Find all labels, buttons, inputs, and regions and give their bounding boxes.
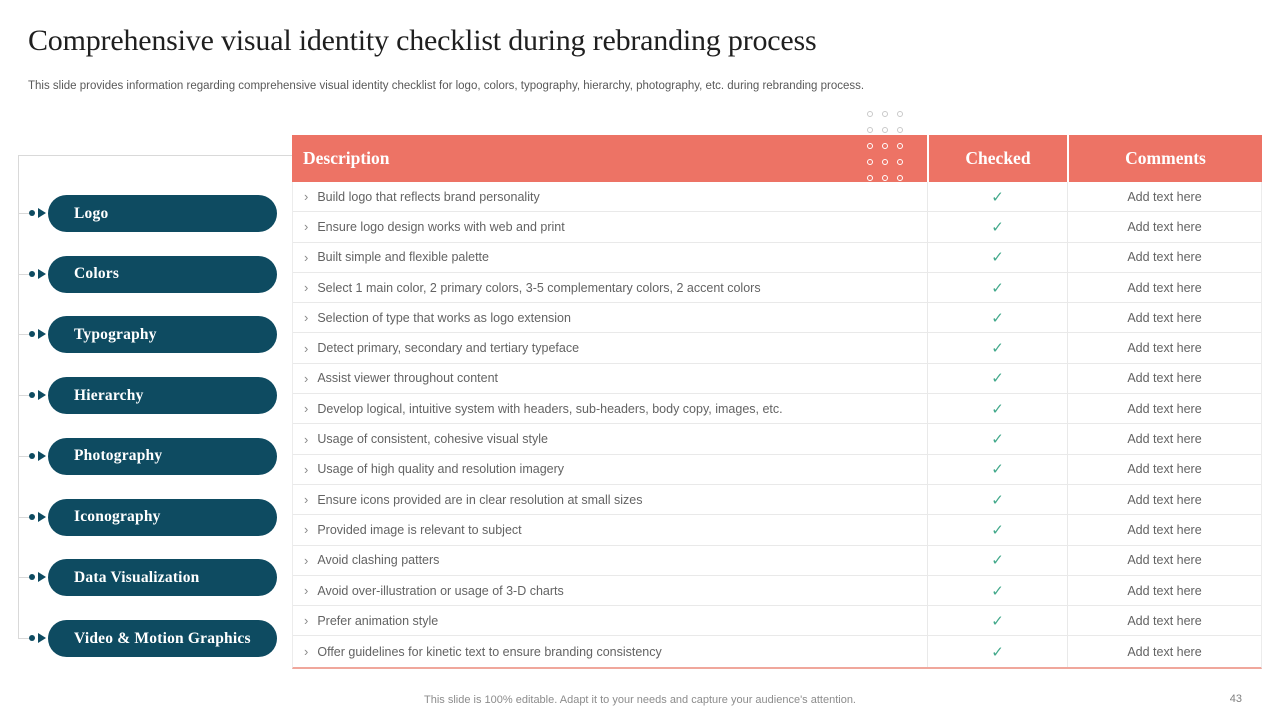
comment-cell[interactable] <box>1067 485 1261 514</box>
dot-icon <box>897 111 903 117</box>
bullet-dot-icon <box>29 574 35 580</box>
table-row <box>293 273 1261 303</box>
comment-cell[interactable] <box>1067 394 1261 423</box>
page-subtitle: This slide provides information regarding comprehensive visual identity checklist for logo, colors, typography, hierarchy, photography, etc. during rebranding process. <box>28 80 865 92</box>
comment-placeholder: Add text here <box>1127 219 1202 234</box>
bullet-dot-icon <box>29 635 35 641</box>
sidebar-item-iconography <box>18 499 278 536</box>
table-row <box>293 364 1261 394</box>
table-body <box>292 182 1262 669</box>
description-text: Build logo that reflects brand personality <box>317 189 540 204</box>
sidebar-pill[interactable] <box>48 559 277 596</box>
bullet-arrow-icon <box>38 390 46 400</box>
sidebar-item-video-motion-graphics <box>18 620 278 657</box>
description-cell <box>293 424 927 453</box>
bullet-dot-icon <box>29 453 35 459</box>
comment-placeholder: Add text here <box>1127 310 1202 325</box>
comment-cell[interactable] <box>1067 636 1261 666</box>
description-cell <box>293 243 927 272</box>
sidebar-pill[interactable] <box>48 256 277 293</box>
comment-cell[interactable] <box>1067 515 1261 544</box>
bullet-arrow-icon <box>38 633 46 643</box>
chevron-bullet-icon: › <box>304 189 309 205</box>
description-cell <box>293 485 927 514</box>
sidebar-pill[interactable] <box>48 316 277 353</box>
dot-icon <box>867 159 873 165</box>
sidebar-item-label: Logo <box>74 204 109 222</box>
page-number: 43 <box>1229 693 1242 705</box>
chevron-bullet-icon: › <box>304 583 309 598</box>
bullet-dot-icon <box>29 271 35 277</box>
sidebar-item-colors <box>18 256 278 293</box>
chevron-bullet-icon: › <box>304 492 309 508</box>
dot-icon <box>867 127 873 133</box>
description-text: Prefer animation style <box>317 613 439 628</box>
checked-cell[interactable] <box>927 303 1067 332</box>
checkmark-icon: ✓ <box>991 370 1004 388</box>
comment-placeholder: Add text here <box>1127 371 1202 386</box>
table-row <box>293 515 1261 545</box>
checked-cell[interactable] <box>927 515 1067 544</box>
description-text: Develop logical, intuitive system with headers, sub-headers, body copy, images, etc. <box>317 401 783 416</box>
dot-icon <box>867 111 873 117</box>
checkmark-icon: ✓ <box>991 188 1004 206</box>
checkmark-icon: ✓ <box>991 461 1004 479</box>
description-cell <box>293 606 927 635</box>
table-row <box>293 182 1261 212</box>
sidebar-pill[interactable] <box>48 195 277 232</box>
comment-placeholder: Add text here <box>1127 341 1202 356</box>
bullet-arrow-icon <box>38 512 46 522</box>
checkmark-icon: ✓ <box>991 400 1004 418</box>
chevron-bullet-icon: › <box>304 552 309 568</box>
description-text: Offer guidelines for kinetic text to ensure branding consistency <box>317 644 662 659</box>
comment-placeholder: Add text here <box>1127 583 1202 598</box>
description-cell <box>293 364 927 393</box>
table-row <box>293 485 1261 515</box>
dot-icon <box>882 159 888 165</box>
sidebar-pill[interactable] <box>48 377 277 414</box>
description-text: Detect primary, secondary and tertiary typeface <box>317 341 580 356</box>
bullet-dot-icon <box>29 331 35 337</box>
checked-cell[interactable] <box>927 576 1067 605</box>
footer-note: This slide is 100% editable. Adapt it to your needs and capture your audience's attention. <box>424 694 856 706</box>
chevron-bullet-icon: › <box>304 644 309 660</box>
description-cell <box>293 333 927 362</box>
comment-placeholder: Add text here <box>1127 432 1202 447</box>
checkmark-icon: ✓ <box>991 309 1004 327</box>
comment-cell[interactable] <box>1067 303 1261 332</box>
bullet-dot-icon <box>29 514 35 520</box>
chevron-bullet-icon: › <box>304 522 309 538</box>
sidebar-item-logo <box>18 195 278 232</box>
connector-horizontal-line <box>18 155 292 156</box>
table-row <box>293 394 1261 424</box>
comment-cell[interactable] <box>1067 243 1261 272</box>
checked-cell[interactable] <box>927 394 1067 423</box>
description-text: Avoid clashing patters <box>317 553 440 568</box>
description-cell <box>293 455 927 484</box>
description-cell <box>293 273 927 302</box>
chevron-bullet-icon: › <box>304 249 309 265</box>
table-row <box>293 606 1261 636</box>
dot-icon <box>882 175 888 181</box>
chevron-bullet-icon: › <box>304 431 309 447</box>
checkmark-icon: ✓ <box>991 340 1004 358</box>
checked-cell[interactable] <box>927 424 1067 453</box>
dot-icon <box>897 143 903 149</box>
checkmark-icon: ✓ <box>991 218 1004 236</box>
sidebar-pill[interactable] <box>48 438 277 475</box>
description-text: Avoid over-illustration or usage of 3-D charts <box>317 583 564 598</box>
chevron-bullet-icon: › <box>304 280 309 296</box>
table-row <box>293 455 1261 485</box>
description-cell <box>293 303 927 332</box>
checked-cell[interactable] <box>927 546 1067 575</box>
bullet-arrow-icon <box>38 451 46 461</box>
description-cell <box>293 576 927 605</box>
checkmark-icon: ✓ <box>991 612 1004 630</box>
table-row <box>293 212 1261 242</box>
comment-placeholder: Add text here <box>1127 644 1202 659</box>
description-text: Ensure icons provided are in clear resolution at small sizes <box>317 492 643 507</box>
page-title: Comprehensive visual identity checklist during rebranding process <box>28 24 817 57</box>
dot-icon <box>882 143 888 149</box>
sidebar-item-hierarchy <box>18 377 278 414</box>
comment-placeholder: Add text here <box>1127 250 1202 265</box>
description-text: Provided image is relevant to subject <box>317 522 522 537</box>
checkmark-icon: ✓ <box>991 582 1004 600</box>
bullet-dot-icon <box>29 392 35 398</box>
description-cell <box>293 182 927 211</box>
sidebar-item-label: Iconography <box>74 508 161 526</box>
checkmark-icon: ✓ <box>991 643 1004 661</box>
checked-cell[interactable] <box>927 182 1067 211</box>
comment-placeholder: Add text here <box>1127 553 1202 568</box>
bullet-arrow-icon <box>38 269 46 279</box>
table-row <box>293 333 1261 363</box>
checkmark-icon: ✓ <box>991 491 1004 509</box>
sidebar-item-photography <box>18 438 278 475</box>
checkmark-icon: ✓ <box>991 431 1004 449</box>
sidebar-item-label: Hierarchy <box>74 386 144 404</box>
description-text: Select 1 main color, 2 primary colors, 3-5 complementary colors, 2 accent colors <box>317 280 761 295</box>
sidebar-item-label: Video & Motion Graphics <box>74 629 251 647</box>
checked-cell[interactable] <box>927 485 1067 514</box>
comment-cell[interactable] <box>1067 364 1261 393</box>
header-description: Description <box>303 148 390 168</box>
table-header-row <box>292 135 1262 182</box>
table-row <box>293 243 1261 273</box>
table-row <box>293 576 1261 606</box>
bullet-arrow-icon <box>38 329 46 339</box>
header-comments: Comments <box>1067 135 1262 182</box>
sidebar-item-label: Photography <box>74 447 163 465</box>
header-checked: Checked <box>927 135 1067 182</box>
chevron-bullet-icon: › <box>304 613 309 629</box>
comment-placeholder: Add text here <box>1127 189 1202 204</box>
checked-cell[interactable] <box>927 273 1067 302</box>
comment-placeholder: Add text here <box>1127 280 1202 295</box>
sidebar-item-label: Colors <box>74 265 120 283</box>
comment-placeholder: Add text here <box>1127 613 1202 628</box>
chevron-bullet-icon: › <box>304 310 309 326</box>
dot-icon <box>897 175 903 181</box>
description-text: Selection of type that works as logo extension <box>317 310 571 325</box>
checkmark-icon: ✓ <box>991 521 1004 539</box>
table-row <box>293 424 1261 454</box>
comment-cell[interactable] <box>1067 546 1261 575</box>
sidebar-pill[interactable] <box>48 620 277 657</box>
comment-cell[interactable] <box>1067 273 1261 302</box>
dot-icon <box>867 175 873 181</box>
checkmark-icon: ✓ <box>991 552 1004 570</box>
bullet-arrow-icon <box>38 208 46 218</box>
description-text: Usage of consistent, cohesive visual style <box>317 432 549 447</box>
dot-icon <box>897 159 903 165</box>
dot-icon <box>867 143 873 149</box>
table-row <box>293 636 1261 666</box>
comment-placeholder: Add text here <box>1127 401 1202 416</box>
dot-icon <box>897 127 903 133</box>
sidebar-item-typography <box>18 316 278 353</box>
checkmark-icon: ✓ <box>991 279 1004 297</box>
description-text: Ensure logo design works with web and print <box>317 219 565 234</box>
checked-cell[interactable] <box>927 364 1067 393</box>
comment-cell[interactable] <box>1067 455 1261 484</box>
description-text: Built simple and flexible palette <box>317 250 489 265</box>
checked-cell[interactable] <box>927 636 1067 666</box>
bullet-dot-icon <box>29 210 35 216</box>
sidebar-item-label: Data Visualization <box>74 568 200 586</box>
chevron-bullet-icon: › <box>304 340 309 356</box>
comment-placeholder: Add text here <box>1127 522 1202 537</box>
table-row <box>293 546 1261 576</box>
chevron-bullet-icon: › <box>304 370 309 386</box>
checked-cell[interactable] <box>927 606 1067 635</box>
sidebar-item-data-visualization <box>18 559 278 596</box>
description-cell <box>293 546 927 575</box>
dot-icon <box>882 111 888 117</box>
description-text: Usage of high quality and resolution imagery <box>317 462 565 477</box>
comment-placeholder: Add text here <box>1127 462 1202 477</box>
dot-icon <box>882 127 888 133</box>
checked-cell[interactable] <box>927 333 1067 362</box>
description-cell <box>293 636 927 666</box>
comment-cell[interactable] <box>1067 424 1261 453</box>
chevron-bullet-icon: › <box>304 461 309 477</box>
sidebar-item-label: Typography <box>74 325 157 343</box>
dots-decoration <box>867 111 903 181</box>
comment-cell[interactable] <box>1067 576 1261 605</box>
table-row <box>293 303 1261 333</box>
checklist-table <box>292 135 1262 669</box>
bullet-arrow-icon <box>38 572 46 582</box>
sidebar-pill[interactable] <box>48 499 277 536</box>
checked-cell[interactable] <box>927 212 1067 241</box>
checkmark-icon: ✓ <box>991 249 1004 267</box>
chevron-bullet-icon: › <box>304 219 309 235</box>
checked-cell[interactable] <box>927 243 1067 272</box>
comment-placeholder: Add text here <box>1127 492 1202 507</box>
chevron-bullet-icon: › <box>304 401 309 417</box>
description-cell <box>293 394 927 423</box>
comment-cell[interactable] <box>1067 606 1261 635</box>
checked-cell[interactable] <box>927 455 1067 484</box>
description-text: Assist viewer throughout content <box>317 371 498 386</box>
description-cell <box>293 515 927 544</box>
comment-cell[interactable] <box>1067 212 1261 241</box>
comment-cell[interactable] <box>1067 182 1261 211</box>
comment-cell[interactable] <box>1067 333 1261 362</box>
description-cell <box>293 212 927 241</box>
